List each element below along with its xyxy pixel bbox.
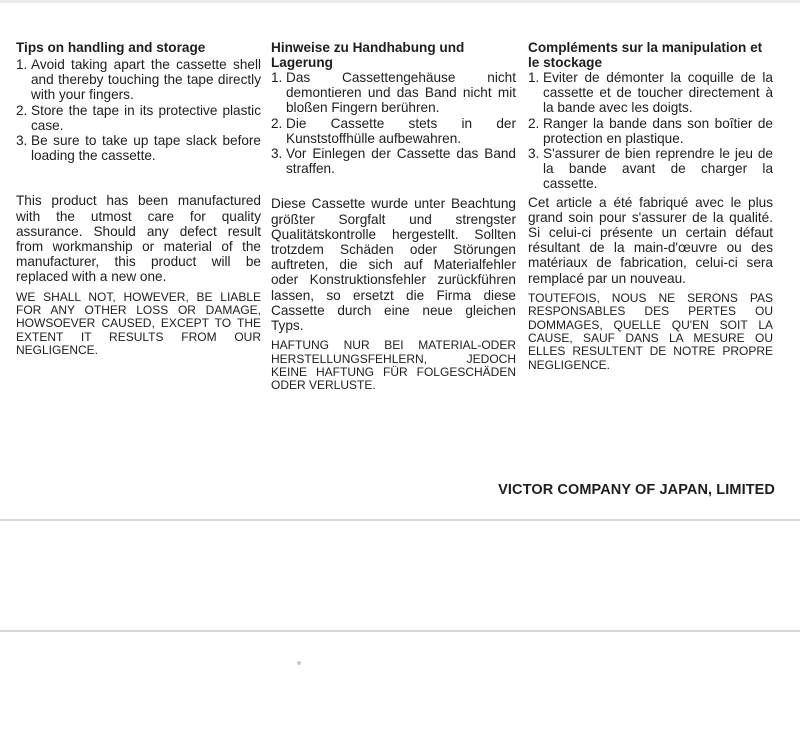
english-tip-1 [16, 57, 261, 103]
tip-number: 1. [16, 57, 28, 72]
german-tip-2 [271, 116, 516, 146]
tip-number: 3. [528, 146, 540, 162]
english-heading: Tips on handling and storage [16, 40, 206, 55]
german-tip-1 [271, 70, 516, 116]
tip-text: S'assurer de bien reprendre le jeu de la bande avant de charger la cassette. [543, 146, 773, 192]
french-tip-3 [528, 146, 773, 192]
top-edge [0, 0, 800, 3]
french-tips-list [528, 70, 773, 192]
tip-number: 3. [16, 133, 28, 149]
tip-number: 2. [16, 102, 28, 118]
english-column [16, 40, 261, 358]
german-disclaimer: HAFTUNG NUR BEI MATERIAL-ODER HERSTELLUNGSFEHLERN, JEDOCH KEINE HAFTUNG FÜR FOLGESCHÄDEN ODER VERLUSTE. [271, 338, 516, 393]
german-heading: Hinweise zu Handhabung und Lagerung [271, 40, 465, 70]
fold-line [0, 630, 800, 632]
german-tips-list [271, 70, 516, 176]
french-tip-2 [528, 116, 773, 146]
english-tip-2 [16, 103, 261, 133]
french-warranty-text: Cet article a été fabriqué avec le plus grand soin pour s'assurer de la qualité. Si celui-ci présente un certain défaut résultant de la main-d'œuvre ou des matériaux de fabrication, celui-ci sera remplacé par un nouveau. [528, 194, 773, 286]
german-tip-3 [271, 146, 516, 176]
paper-speck [297, 661, 301, 665]
tip-number: 3. [271, 146, 283, 162]
english-tips-list [16, 57, 261, 163]
tip-text: Das Cassettengehäuse nicht demontieren und das Band nicht mit bloßen Fingern berühren. [286, 70, 516, 116]
french-tip-1 [528, 70, 773, 116]
tip-text: Avoid taking apart the cassette shell and thereby touching the tape directly with your fingers. [31, 57, 261, 103]
tip-number: 1. [271, 70, 283, 85]
english-tip-3 [16, 133, 261, 163]
german-warranty-text: Diese Cassette wurde unter Beachtung größter Sorgfalt und strengster Qualitätskontrolle hergestellt. Sollten trotzdem Schäden oder Störungen auftreten, die sich auf Materialfehler oder Konstruktionsfehler zurückführen lassen, so ersetzt die Firma diese Cassette durch eine neue gleichen Typs. [271, 196, 516, 334]
english-disclaimer: WE SHALL NOT, HOWEVER, BE LIABLE FOR ANY OTHER LOSS OR DAMAGE, HOWSOEVER CAUSED, EXCEPT TO THE EXTENT IT RESULTS FROM OUR NEGLIGENCE. [16, 289, 261, 358]
tip-text: Vor Einlegen der Cassette das Band straffen. [286, 146, 516, 177]
tip-text: Die Cassette stets in der Kunststoffhülle aufbewahren. [286, 115, 516, 146]
tip-text: Eviter de démonter la coquille de la cassette et de toucher directement à la bande avec les doigts. [543, 70, 773, 116]
tip-number: 2. [528, 115, 540, 131]
tip-text: Be sure to take up tape slack before loading the cassette. [31, 133, 261, 164]
french-disclaimer: TOUTEFOIS, NOUS NE SERONS PAS RESPONSABLES DES PERTES OU DOMMAGES, QUELLE QU'EN SOIT LA CAUSE, SAUF DANS LA MESURE OU ELLES RESULTENT DE NOTRE PROPRE NEGLIGENCE. [528, 290, 773, 372]
fold-line [0, 519, 800, 521]
tip-text: Store the tape in its protective plastic case. [31, 102, 261, 133]
german-column [271, 40, 516, 393]
company-name: VICTOR COMPANY OF JAPAN, LIMITED [498, 482, 775, 498]
french-heading: Compléments sur la manipulation et le stockage [528, 40, 763, 70]
tip-number: 2. [271, 115, 283, 131]
tip-number: 1. [528, 70, 540, 85]
french-column [528, 40, 773, 372]
english-warranty-text: This product has been manufactured with the utmost care for quality assurance. Should any defect result from workmanship or material of the manufacturer, this product will be replaced with a new one. [16, 193, 261, 285]
tip-text: Ranger la bande dans son boîtier de protection en plastique. [543, 115, 773, 146]
